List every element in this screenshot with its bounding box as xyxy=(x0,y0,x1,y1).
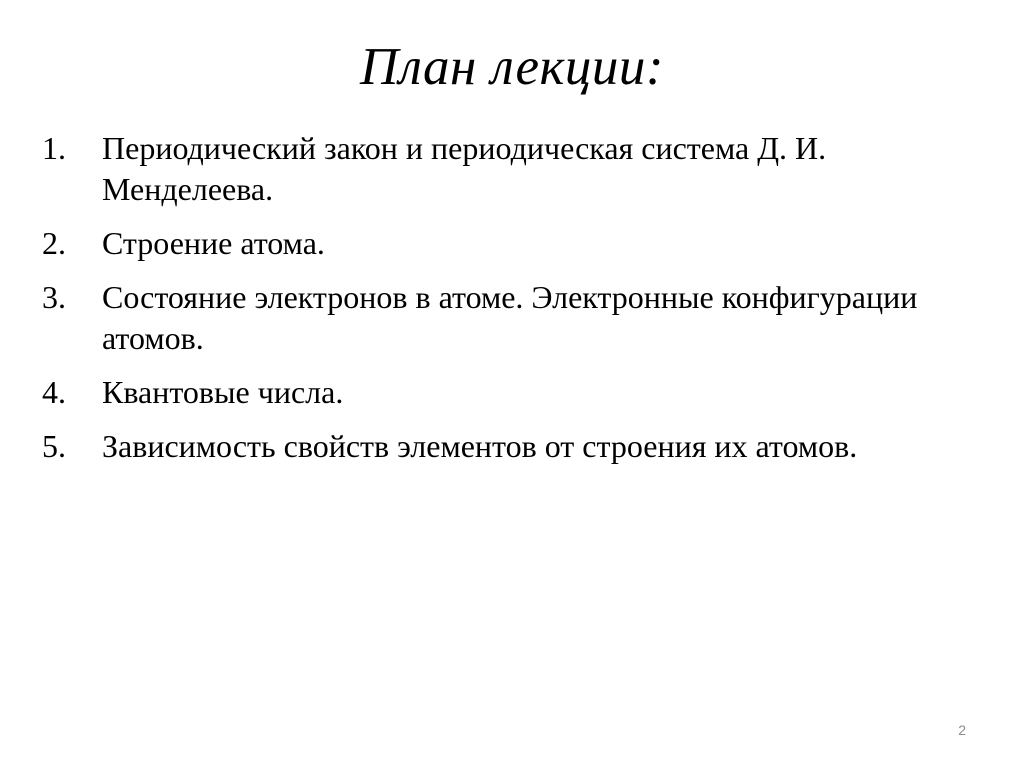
list-item-text: Строение атома. xyxy=(102,225,325,261)
list-item-text: Зависимость свойств элементов от строения их атомов. xyxy=(102,428,858,464)
list-item-text: Состояние электронов в атоме. Электронные конфигурации атомов. xyxy=(102,279,918,356)
list-item xyxy=(42,277,972,359)
list-item-number: 4. xyxy=(42,374,66,410)
list-item xyxy=(42,223,972,264)
list-item xyxy=(42,372,972,413)
list-item-number: 5. xyxy=(42,428,66,464)
list-item-text: Периодический закон и периодическая система Д. И. Менделеева. xyxy=(102,130,827,207)
list-item-number: 2. xyxy=(42,225,66,261)
lecture-plan-list xyxy=(42,128,972,480)
slide-title: План лекции: xyxy=(360,38,664,96)
list-item-number: 3. xyxy=(42,279,66,315)
list-item-text: Квантовые числа. xyxy=(102,374,344,410)
list-item xyxy=(42,426,972,467)
list-item xyxy=(42,128,972,210)
list-item-number: 1. xyxy=(42,130,66,166)
slide-number: 2 xyxy=(958,722,966,738)
